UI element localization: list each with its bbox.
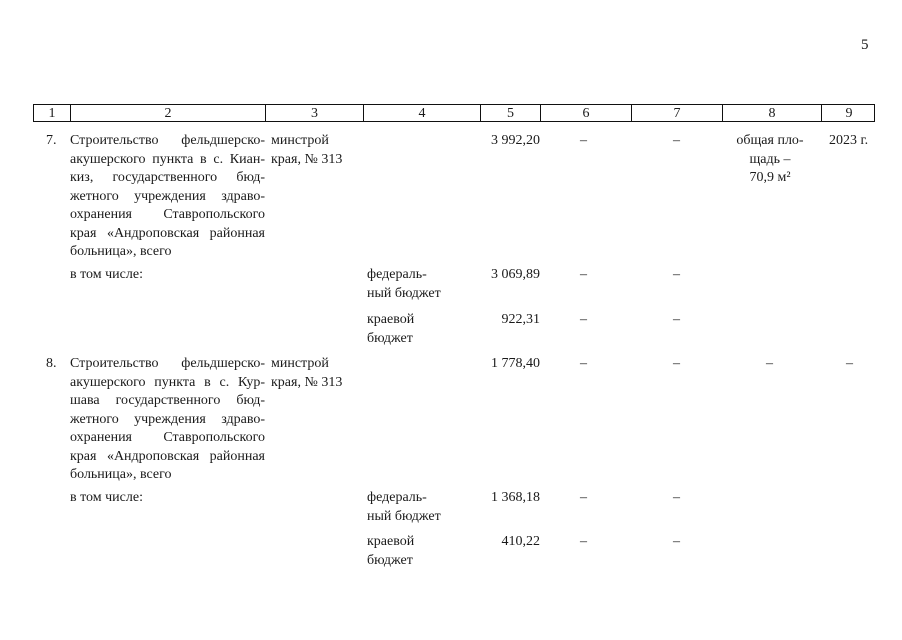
header-col-8: 8 [722, 105, 821, 121]
col7-value: – [673, 534, 680, 549]
funding-amount: 1 368,18 [491, 490, 540, 505]
header-col-9: 9 [821, 105, 876, 121]
funding-source: краевой бюджет [367, 534, 415, 568]
capacity-value: общая пло- щадь – 70,9 м² [736, 133, 804, 185]
col6-value: – [580, 312, 587, 327]
funding-source: федераль- ный бюджет [367, 267, 441, 301]
total-amount: 3 992,20 [491, 133, 540, 148]
funding-amount: 922,31 [501, 312, 540, 327]
table-header-row [33, 104, 875, 122]
col6-value: – [580, 534, 587, 549]
col7-value: – [673, 267, 680, 282]
col6-value: – [580, 490, 587, 505]
object-name: Строительство фельдшерско- акушерского пункта в с. Кур- шава государственного бюд- жетного учреждения здраво- охранения Ставропольского края «Андроповская районная больница», всего [70, 356, 265, 482]
col8-value: – [766, 356, 773, 371]
col6-value: – [580, 356, 587, 371]
customer: минстрой края, № 313 [271, 133, 343, 167]
header-col-7: 7 [631, 105, 722, 121]
col6-value: – [580, 133, 587, 148]
row-number: 7. [46, 133, 57, 148]
row-number: 8. [46, 356, 57, 371]
col7-value: – [673, 133, 680, 148]
including-label: в том числе: [70, 267, 143, 282]
including-label: в том числе: [70, 490, 143, 505]
funding-source: краевой бюджет [367, 312, 415, 346]
funding-source: федераль- ный бюджет [367, 490, 441, 524]
funding-amount: 410,22 [501, 534, 540, 549]
page-number: 5 [861, 37, 869, 53]
header-col-6: 6 [540, 105, 631, 121]
col7-value: – [673, 312, 680, 327]
header-col-4: 4 [363, 105, 480, 121]
col7-value: – [673, 490, 680, 505]
object-name: Строительство фельдшерско- акушерского пункта в с. Киан- киз, государственного бюд- жетного учреждения здраво- охранения Ставропольского края «Андроповская районная больница», всего [70, 133, 265, 259]
header-col-1: 1 [48, 106, 56, 121]
col7-value: – [673, 356, 680, 371]
col6-value: – [580, 267, 587, 282]
year-value: 2023 г. [829, 133, 869, 148]
customer: минстрой края, № 313 [271, 356, 343, 390]
total-amount: 1 778,40 [491, 356, 540, 371]
header-col-3: 3 [265, 105, 363, 121]
header-col-2: 2 [70, 105, 265, 121]
col9-value: – [846, 356, 853, 371]
header-col-5: 5 [480, 105, 540, 121]
funding-amount: 3 069,89 [491, 267, 540, 282]
